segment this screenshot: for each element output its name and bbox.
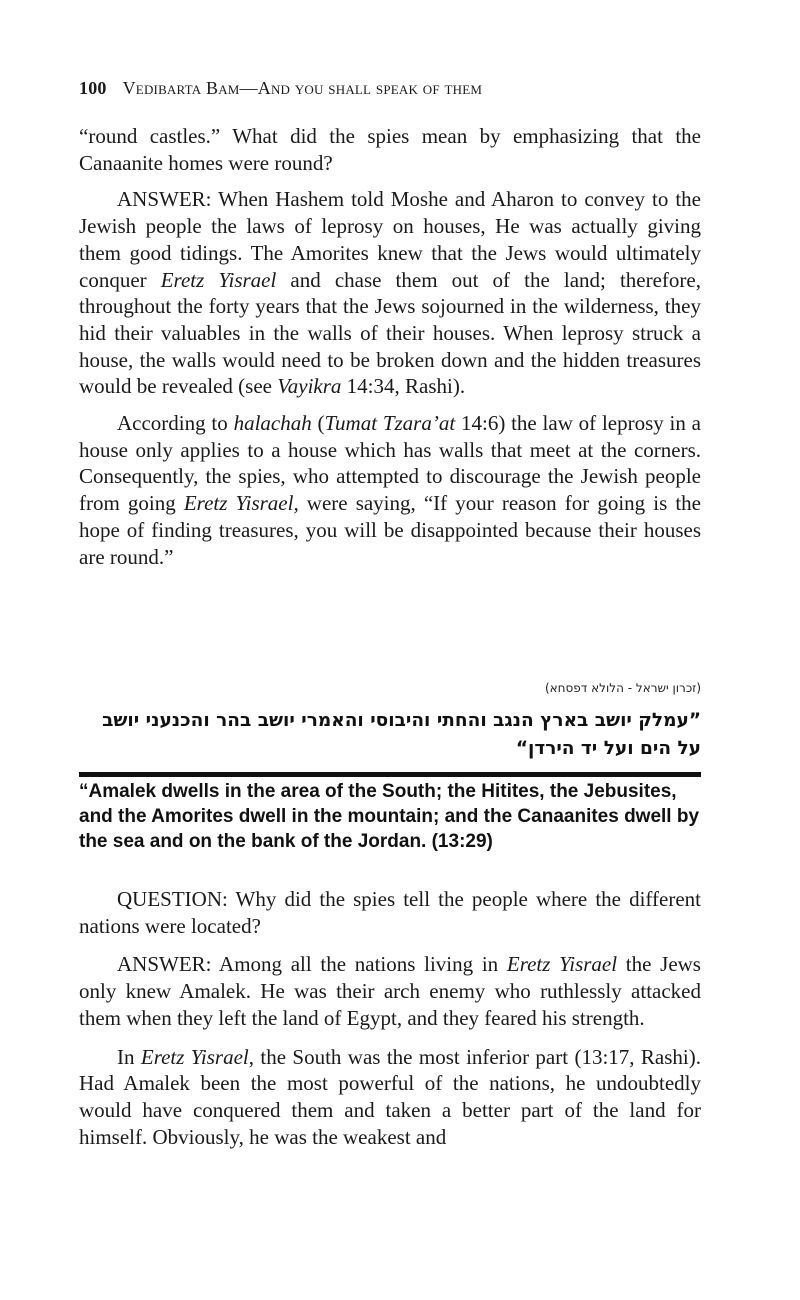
page-number: 100: [79, 78, 107, 98]
paragraph-halachah: According to halachah (Tumat Tzara’at 14:6) the law of leprosy in a house only applies to a house which has walls that meet at the corners. Consequently, the spies, who attempted to discourage the Jewish people from going Eretz Yisrael, were saying, “If your reason for going is the hope of finding treasures, you will be disappointed because their houses are round.”: [79, 411, 702, 569]
paragraph-answer: ANSWER: When Hashem told Moshe and Aharon to convey to the Jewish people the laws of leprosy on houses, He was actually giving them good tidings. The Amorites knew that the Jews would ultimately conquer Eretz Yisrael and chase them out of the land; therefore, throughout the forty years that the Jews sojourned in the wilderness, they hid their valuables in the walls of their houses. When leprosy struck a house, the walls would need to be broken down and the hidden treasures would be revealed (see Vayikra 14:34, Rashi).: [79, 187, 701, 399]
section-nations-locations: [79, 886, 701, 1150]
paragraph-answer-amalek: ANSWER: Among all the nations living in Eretz Yisrael the Jews only knew Amalek. He was their arch enemy who ruthlessly attacked them when they left the land of Egypt, and they feared his strength.: [79, 952, 701, 1030]
paragraph-question-continuation: “round castles.” What did the spies mean by emphasizing that the Canaanite homes were round?: [79, 124, 701, 175]
running-title: Vedibarta Bam—And you shall speak of them: [122, 78, 483, 98]
running-head: [79, 78, 482, 99]
english-verse-heading: “Amalek dwells in the area of the South; the Hitites, the Jebusites, and the Amorites dwell in the mountain; and the Canaanites dwell by the sea and on the bank of the Jordan. (13:29): [79, 781, 700, 852]
hebrew-verse-heading: ”עמלק יושב בארץ הנגב והחתי והיבוסי והאמרי יושב בהר והכנעני יושב על הים ועל יד הירדן“: [102, 710, 701, 759]
heading-divider: [79, 772, 701, 777]
paragraph-question: QUESTION: Why did the spies tell the people where the different nations were located?: [79, 887, 701, 938]
source-citation: (זכרון ישראל - הלולא דפסחא): [544, 681, 701, 695]
paragraph-south: In Eretz Yisrael, the South was the most inferior part (13:17, Rashi). Had Amalek been the most powerful of the nations, he undoubtedly would have conquered them and taken a better part of the land for himself. Obviously, he was the weakest and: [79, 1044, 701, 1149]
section-round-castles: [79, 123, 701, 570]
